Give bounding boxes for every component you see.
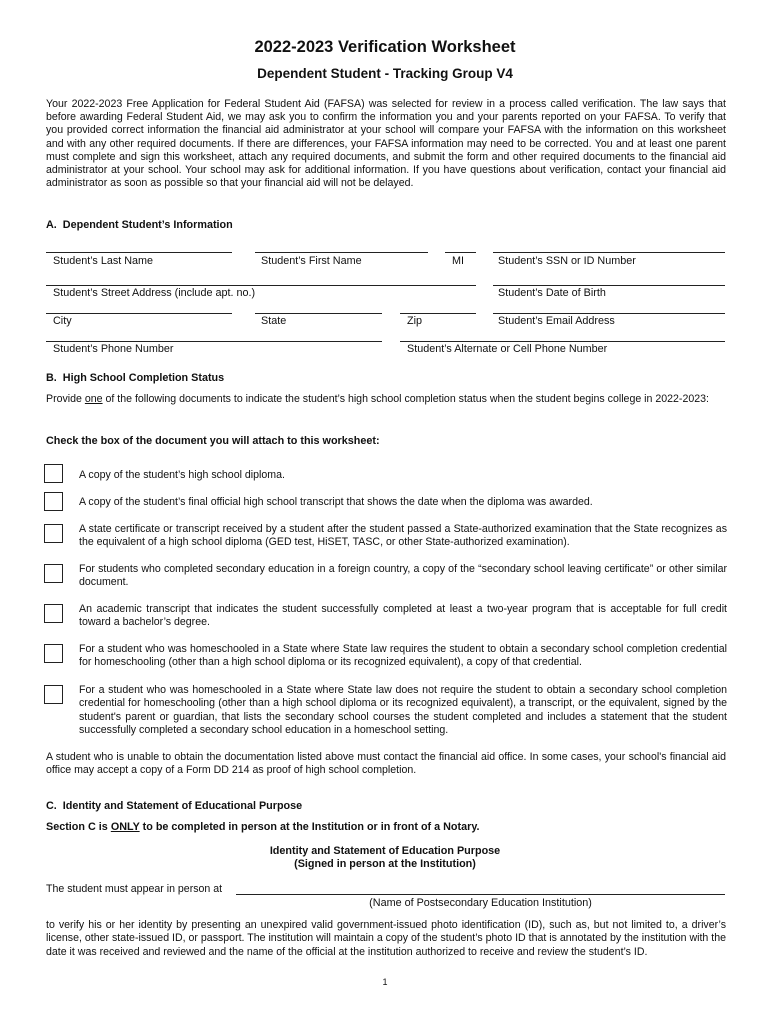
first-name-field[interactable]: [255, 252, 428, 253]
checkbox-homeschool-transcript[interactable]: [44, 685, 63, 704]
checkbox-state-certificate[interactable]: [44, 524, 63, 543]
city-label: City: [53, 315, 72, 327]
section-c-only-notice: Section C is ONLY to be completed in person at the Institution or in front of a Notary.: [46, 821, 480, 833]
first-name-label: Student’s First Name: [261, 255, 362, 267]
verify-identity-paragraph: to verify his or her identity by presenting an unexpired valid government-issued photo identification (ID), such as, but not limited to, a driver’s license, other state-issued ID, or passport. The institution will maintain a copy of the student’s photo ID that is annotated by the institution with the date it was received and reviewed and the name of the official at the institution authorized to receive and review the student’s ID.: [46, 919, 726, 958]
last-name-field[interactable]: [46, 252, 232, 253]
checkbox-hs-transcript[interactable]: [44, 492, 63, 511]
section-b-heading: B. High School Completion Status: [46, 372, 225, 384]
alt-phone-field[interactable]: [400, 341, 725, 342]
state-field[interactable]: [255, 313, 382, 314]
checkbox-homeschool-credential[interactable]: [44, 644, 63, 663]
intro-paragraph: Your 2022-2023 Free Application for Federal Student Aid (FAFSA) was selected for review in a process called verification. The law says that before awarding Federal Student Aid, we may ask you to confirm the information you and your parents reported on your FAFSA. To verify that you provided correct information the financial aid administrator at your school will compare your FAFSA with the information on this worksheet and with any other required documents. If there are differences, your FAFSA information may need to be corrected. You and at least one parent must complete and sign this worksheet, attach any required documents, and submit the form and other required documents to the financial aid administrator at your school. Your school may ask for additional information. If you have questions about verification, contact your financial aid administrator as soon as possible so that your financial aid will not be delayed.: [46, 98, 726, 190]
check-instruction: Check the box of the document you will attach to this worksheet:: [46, 435, 380, 447]
section-c-heading: C. Identity and Statement of Educational Purpose: [46, 800, 303, 812]
last-name-label: Student’s Last Name: [53, 255, 154, 267]
mi-label: MI: [452, 255, 464, 267]
dob-field[interactable]: [493, 285, 725, 286]
checkbox-foreign-certificate[interactable]: [44, 564, 63, 583]
appear-in-person-text: The student must appear in person at: [46, 883, 223, 895]
dob-label: Student’s Date of Birth: [498, 287, 606, 299]
alt-phone-label: Student’s Alternate or Cell Phone Number: [407, 343, 608, 355]
phone-label: Student’s Phone Number: [53, 343, 174, 355]
state-label: State: [261, 315, 287, 327]
phone-field[interactable]: [46, 341, 382, 342]
mi-field[interactable]: [445, 252, 476, 253]
page-number: 1: [382, 977, 388, 987]
address-field[interactable]: [46, 285, 476, 286]
email-field[interactable]: [493, 313, 725, 314]
zip-label: Zip: [407, 315, 422, 327]
ssn-label: Student’s SSN or ID Number: [498, 255, 636, 267]
option-homeschool-transcript: For a student who was homeschooled in a State where State law does not require the student to obtain a secondary school completion credential for homeschooling (other than a high school diploma or its recognized equivalent), a transcript, or the equivalent, signed by the student's parent or guardian, that lists the secondary school courses the student completed and includes a statement that the student successfully completed a secondary school education in a homeschool setting.: [79, 684, 727, 737]
option-hs-diploma: A copy of the student’s high school diploma.: [79, 469, 285, 481]
option-homeschool-credential: For a student who was homeschooled in a State where State law requires the student to obtain a secondary school completion credential for homeschooling (other than a high school diploma or its recognized equivalent), a copy of that credential.: [79, 643, 727, 669]
email-label: Student’s Email Address: [498, 315, 615, 327]
city-field[interactable]: [46, 313, 232, 314]
section-a-heading: A. Dependent Student’s Information: [46, 219, 233, 231]
zip-field[interactable]: [400, 313, 476, 314]
option-foreign-certificate: For students who completed secondary education in a foreign country, a copy of the “secondary school leaving certificate” or other similar document.: [79, 563, 727, 589]
checkbox-hs-diploma[interactable]: [44, 464, 63, 483]
institution-name-field[interactable]: [236, 894, 725, 895]
option-hs-transcript: A copy of the student’s final official high school transcript that shows the date when the diploma was awarded.: [79, 496, 593, 508]
option-academic-transcript: An academic transcript that indicates the student successfully completed at least a two-year program that is acceptable for full credit toward a bachelor’s degree.: [79, 603, 727, 629]
identity-title: Identity and Statement of Education Purpose: [269, 845, 501, 857]
page-title: 2022-2023 Verification Worksheet: [254, 38, 516, 56]
provide-instruction: Provide one of the following documents to indicate the student’s high school completion status when the student begins college in 2022-2023:: [46, 393, 709, 405]
page-subtitle: Dependent Student - Tracking Group V4: [257, 66, 513, 81]
address-label: Student’s Street Address (include apt. no.): [53, 287, 256, 299]
checkbox-academic-transcript[interactable]: [44, 604, 63, 623]
identity-subtitle: (Signed in person at the Institution): [294, 858, 476, 870]
ssn-field[interactable]: [493, 252, 725, 253]
section-b-note: A student who is unable to obtain the documentation listed above must contact the financial aid office. In some cases, your school's financial aid office may accept a copy of a Form DD 214 as proof of high school completion.: [46, 751, 726, 777]
institution-name-caption: (Name of Postsecondary Education Institution): [369, 897, 592, 909]
option-state-certificate: A state certificate or transcript received by a student after the student passed a State-authorized examination that the State recognizes as the equivalent of a high school diploma (GED test, HiSET, TASC, or other State-authorized examination).: [79, 523, 727, 549]
